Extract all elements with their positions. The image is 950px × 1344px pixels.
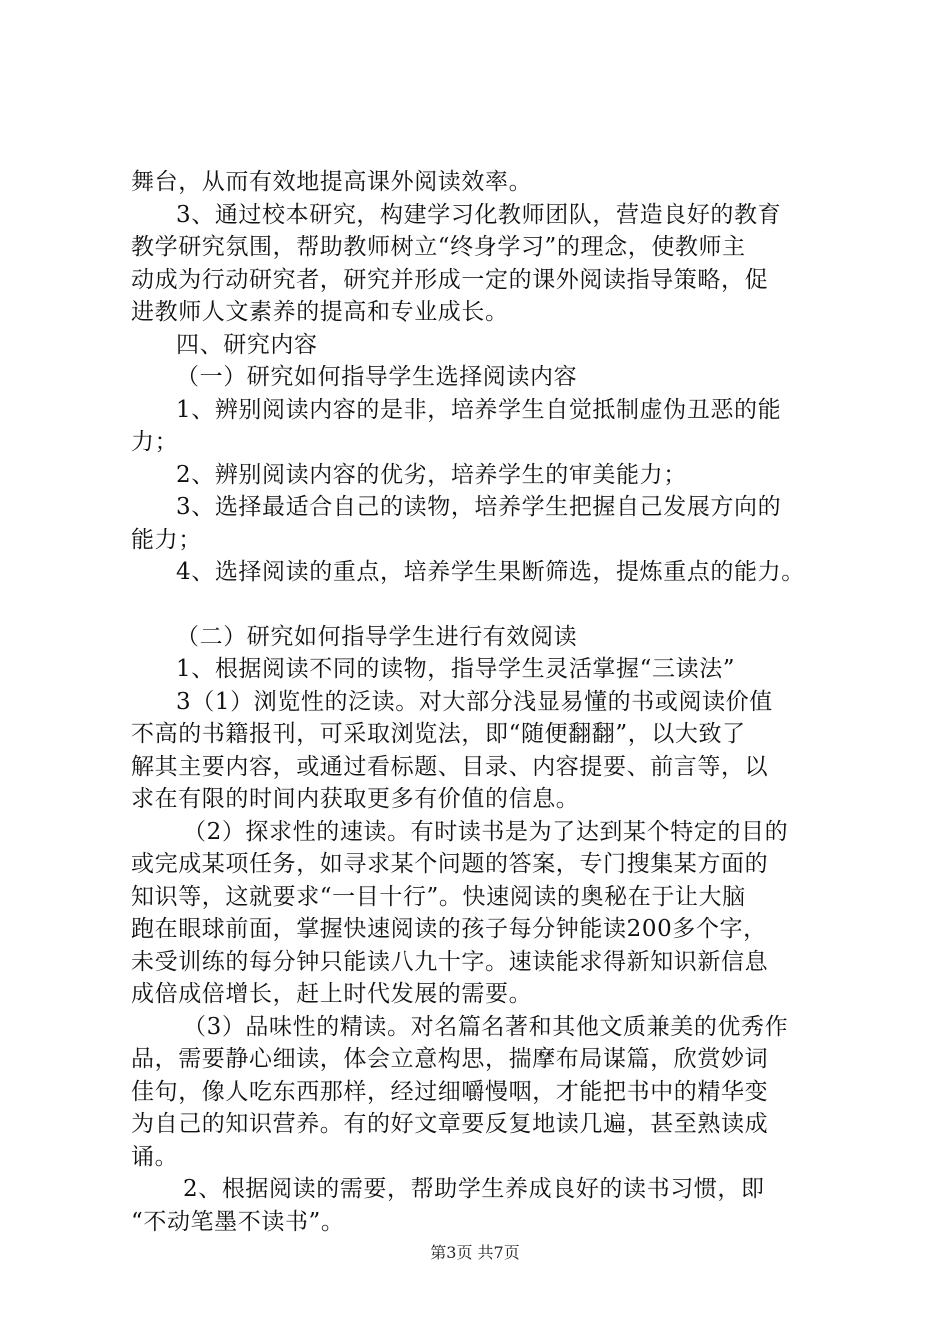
text-line: 为自己的知识营养。有的好文章要反复地读几遍，甚至熟读成 (131, 1111, 769, 1137)
page-footer: 第3页 共7页 (430, 1243, 520, 1262)
text-line: 跑在眼球前面，掌握快速阅读的孩子每分钟能读200多个字， (131, 916, 767, 942)
text-line: 品，需要静心细读，体会立意构思，揣摩布局谋篇，欣赏妙词 (131, 1046, 769, 1072)
subsection-heading: （一）研究如何指导学生选择阅读内容 (176, 364, 578, 390)
text-line: 诵。 (131, 1143, 179, 1170)
text-line: 1、根据阅读不同的读物，指导学生灵活掌握“三读法” (176, 656, 736, 682)
document-body (131, 166, 851, 1238)
text-line: 4、选择阅读的重点，培养学生果断筛选，提炼重点的能力。 (176, 559, 805, 585)
text-line: 成倍成倍增长，赶上时代发展的需要。 (131, 981, 533, 1007)
text-line: 2、辨别阅读内容的优劣，培养学生的审美能力； (176, 461, 687, 488)
text-line: 解其主要内容，或通过看标题、目录、内容提要、前言等，以 (131, 753, 769, 780)
text-line: 或完成某项任务，如寻求某个问题的答案，专门搜集某方面的 (131, 851, 769, 877)
text-line: 知识等，这就要求“一目十行”。快速阅读的奥秘在于让大脑 (131, 883, 746, 910)
text-line: 进教师人文素养的提高和专业成长。 (131, 299, 509, 325)
text-line: 1、辨别阅读内容的是非，培养学生自觉抵制虚伪丑恶的能 (176, 396, 782, 423)
text-line: 3（1）浏览性的泛读。对大部分浅显易懂的书或阅读价值 (176, 688, 773, 715)
text-line: 3、通过校本研究，构建学习化教师团队，营造良好的教育 (176, 201, 782, 228)
section-heading: 四、研究内容 (176, 331, 318, 358)
text-line: 能力； (131, 526, 202, 553)
text-line: 未受训练的每分钟只能读八九十字。速读能求得新知识新信息 (131, 948, 769, 975)
text-line: 动成为行动研究者，研究并形成一定的课外阅读指导策略，促 (131, 266, 769, 293)
text-line: 教学研究氛围，帮助教师树立“终身学习”的理念，使教师主 (131, 234, 746, 260)
text-line: 佳句，像人吃东西那样，经过细嚼慢咽，才能把书中的精华变 (131, 1078, 769, 1105)
text-line: （2）探求性的速读。有时读书是为了达到某个特定的目的 (183, 818, 789, 845)
text-line: 不高的书籍报刊，可采取浏览法，即“随便翻翻”，以大致了 (131, 721, 746, 747)
text-line: 力； (131, 429, 179, 455)
text-line: 舞台，从而有效地提高课外阅读效率。 (131, 169, 533, 195)
text-line: 3、选择最适合自己的读物，培养学生把握自己发展方向的 (176, 494, 782, 520)
text-line: 求在有限的时间内获取更多有价值的信息。 (131, 786, 580, 812)
text-line: （3）品味性的精读。对名篇名著和其他文质兼美的优秀作 (183, 1013, 789, 1040)
paragraph-gap (131, 589, 851, 621)
subsection-heading: （二）研究如何指导学生进行有效阅读 (176, 623, 578, 650)
text-line: 2、根据阅读的需要，帮助学生养成良好的读书习惯，即 (183, 1176, 765, 1202)
text-line: “不动笔墨不读书”。 (131, 1208, 345, 1235)
